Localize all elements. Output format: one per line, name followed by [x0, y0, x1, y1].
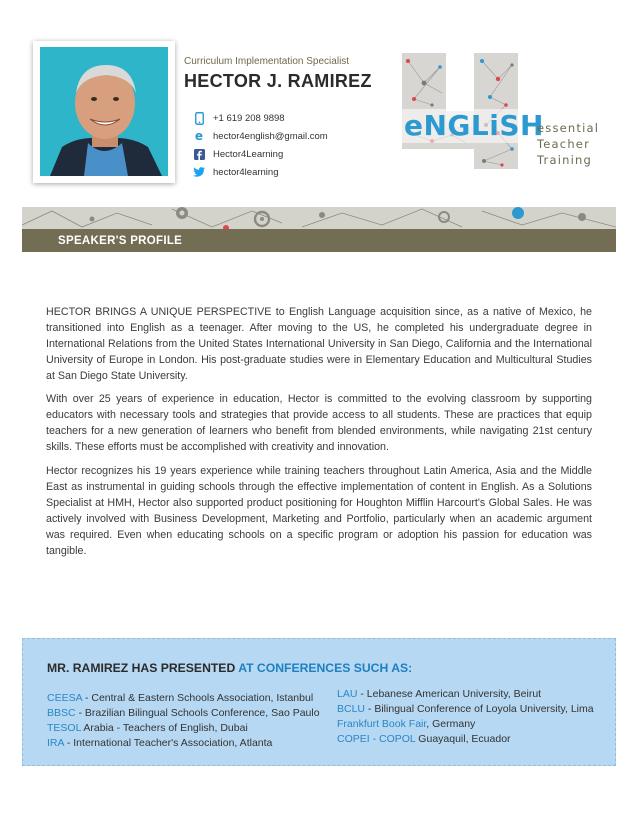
conference-item: Frankfurt Book Fair, Germany: [337, 718, 476, 730]
twitter-handle: hector4learning: [213, 166, 279, 178]
conference-item: LAU - Lebanese American University, Beirut: [337, 688, 542, 700]
conferences-heading-dark: MR. RAMIREZ HAS PRESENTED: [47, 661, 239, 675]
logo-tagline-essential: essential: [537, 121, 600, 135]
email-icon: e: [194, 129, 204, 143]
twitter-icon: [193, 166, 205, 178]
conference-item: COPEI - COPOL Guayaquil, Ecuador: [337, 733, 511, 745]
profile-photo-frame: [33, 41, 175, 183]
logo-tagline-training: Training: [537, 153, 592, 167]
phone-icon: [193, 112, 205, 124]
job-title: Curriculum Implementation Specialist: [184, 56, 350, 67]
bio-paragraph-3: Hector recognizes his 19 years experience while training teachers throughout Latin America, Asia and the Middle East as instrumental in guiding schools through the effective implementation of content in English. As a Solutions Specialist at HMH, Hector also supported product positioning for Houghton Mifflin Harcourt's Global Sales. He was actively involved with Business Development, Marketing and Portfolio, particularly when an academic argument was required. Even when educating schools on a specific program or adoption his passion for education was tangible.: [46, 465, 592, 557]
phone-number: +1 619 208 9898: [213, 112, 285, 124]
conference-item: TESOL Arabia - Teachers of English, Dubai: [47, 722, 248, 734]
contact-twitter[interactable]: [193, 165, 279, 179]
conferences-right-column: [337, 687, 594, 747]
contact-phone[interactable]: [193, 111, 285, 125]
conference-item: CEESA - Central & Eastern Schools Association, Istanbul: [47, 692, 314, 704]
contact-email[interactable]: [193, 129, 328, 143]
conferences-left-column: [47, 691, 320, 751]
facebook-icon: [193, 148, 205, 160]
bio-paragraph-1-text: to English Language acquisition since, as a native of Mexico, he transitioned into English as a teenager. After moving to the US, he completed his undergraduate degree in International Relations from the United States International University in San Diego, California and the International University of Europe in London. His post-graduate studies were in Elementary Education and Multicultural Studies at San Diego State University.: [46, 306, 592, 382]
conferences-heading: [47, 661, 412, 675]
logo-english-word: eNGLiSH: [404, 109, 544, 142]
banner-decorative-pattern: [22, 207, 616, 229]
banner-title: SPEAKER'S PROFILE: [58, 234, 183, 247]
conference-item: BBSC - Brazilian Bilingual Schools Conference, Sao Paulo: [47, 707, 320, 719]
conference-item: BCLU - Bilingual Conference of Loyola University, Lima: [337, 703, 594, 715]
email-address: hector4english@gmail.com: [213, 130, 328, 142]
conferences-panel: [22, 638, 616, 766]
bio-lead: HECTOR BRINGS A UNIQUE PERSPECTIVE: [46, 306, 272, 318]
profile-photo: [40, 47, 168, 176]
logo-tagline-teacher: Teacher: [537, 137, 591, 151]
person-name: HECTOR J. RAMIREZ: [184, 71, 372, 91]
conferences-heading-blue: AT CONFERENCES SUCH AS:: [238, 661, 413, 675]
contact-facebook[interactable]: [193, 147, 283, 161]
facebook-handle: Hector4Learning: [213, 148, 284, 160]
bio-paragraph-2: With over 25 years of experience in education, Hector is committed to the evolving classroom by supporting educators with necessary tools and strategies that provide access to all students. These are practices that equip teachers for a new generation of learners who benefit from blended environments, while navigating 21st century skills. These efforts must be accomplished with creativity and innovation.: [46, 393, 592, 453]
speaker-profile-banner: [22, 229, 616, 252]
conference-item: IRA - International Teacher's Association, Atlanta: [47, 737, 273, 749]
bio-paragraph-1: [46, 304, 592, 384]
